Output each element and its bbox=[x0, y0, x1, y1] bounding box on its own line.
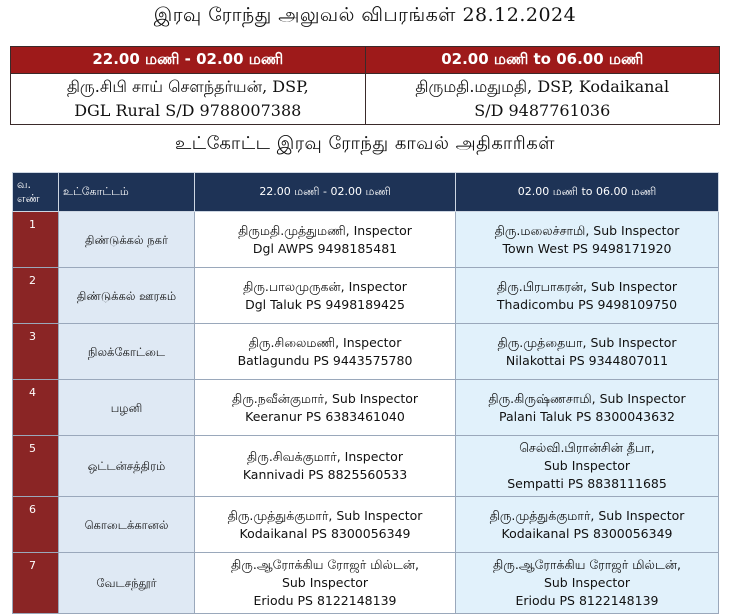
officer-line: Dgl AWPS 9498185481 bbox=[252, 240, 398, 256]
officer-line: திரு.முத்துக்குமார், Sub Inspector bbox=[227, 507, 423, 523]
subdivision-name: திண்டுக்கல் நகர் bbox=[59, 212, 195, 268]
officer-line: திரு.முத்துக்குமார், Sub Inspector bbox=[489, 507, 685, 523]
subdivision-name: கொடைக்கானல் bbox=[59, 497, 195, 553]
officer-line: திரு.ஆரோக்கிய ரோஜர் மில்டன், bbox=[231, 557, 419, 572]
table-row bbox=[13, 380, 719, 436]
officer-line: திரு.முத்தையா, Sub Inspector bbox=[497, 334, 677, 350]
officer-line: Keeranur PS 6383461040 bbox=[245, 408, 405, 424]
shift2-officer bbox=[456, 380, 719, 436]
officer-line: Town West PS 9498171920 bbox=[502, 240, 672, 256]
subdivision-officers-table bbox=[12, 172, 719, 614]
officer-line: Palani Taluk PS 8300043632 bbox=[499, 408, 675, 424]
table-row bbox=[13, 436, 719, 497]
officer-line: Eriodu PS 8122148139 bbox=[253, 593, 397, 608]
shift2-officer bbox=[456, 324, 719, 380]
row-number: 5 bbox=[13, 436, 59, 497]
officer-line: Nilakottai PS 9344807011 bbox=[505, 352, 669, 368]
subdivision-name: வேடசந்தூர் bbox=[59, 553, 195, 614]
table-row bbox=[13, 268, 719, 324]
table-row bbox=[13, 553, 719, 614]
officer-line: திரு.பாலமுருகன், Inspector bbox=[243, 278, 407, 294]
officer-line: செல்வி.பிரான்சின் தீபா, bbox=[519, 440, 655, 455]
row-number: 2 bbox=[13, 268, 59, 324]
officer-line: Sub Inspector bbox=[543, 575, 631, 590]
row-number: 4 bbox=[13, 380, 59, 436]
shift1-header: 22.00 மணி - 02.00 மணி bbox=[11, 47, 366, 74]
shift1-officer bbox=[195, 324, 456, 380]
officer-line: Kodaikanal PS 8300056349 bbox=[239, 525, 411, 541]
table-row bbox=[13, 212, 719, 268]
shift2-header: 02.00 மணி to 06.00 மணி bbox=[365, 47, 720, 74]
officer-line: Sempatti PS 8838111685 bbox=[507, 476, 667, 491]
shift1-officer bbox=[195, 436, 456, 497]
col-header-shift2: 02.00 மணி to 06.00 மணி bbox=[456, 173, 719, 212]
officer-line: திரு.சிவக்குமார், Inspector bbox=[247, 449, 403, 464]
col-header-sno: வ. எண் bbox=[13, 173, 59, 212]
officer-line: Eriodu PS 8122148139 bbox=[515, 593, 659, 608]
officer-line: Thadicombu PS 9498109750 bbox=[496, 296, 678, 312]
table-header-row bbox=[13, 173, 719, 212]
officer-line: திரு.மலைச்சாமி, Sub Inspector bbox=[494, 222, 680, 238]
officer-line: திரு.கிருஷ்ணசாமி, Sub Inspector bbox=[488, 390, 686, 406]
subdivision-name: நிலக்கோட்டை bbox=[59, 324, 195, 380]
subdivision-name: பழனி bbox=[59, 380, 195, 436]
officer-line: திரு.பிரபாகரன், Sub Inspector bbox=[496, 278, 678, 294]
row-number: 6 bbox=[13, 497, 59, 553]
shift1-dsp-line1: திரு.சிபி சாய் சௌந்தர்யன், DSP, bbox=[66, 77, 309, 96]
officer-line: Sub Inspector bbox=[281, 575, 369, 590]
row-number: 1 bbox=[13, 212, 59, 268]
shift1-dsp-line2: DGL Rural S/D 9788007388 bbox=[74, 101, 302, 120]
table-row bbox=[13, 497, 719, 553]
officer-line: Sub Inspector bbox=[543, 458, 631, 473]
shift2-officer bbox=[456, 436, 719, 497]
row-number: 3 bbox=[13, 324, 59, 380]
shift1-officer bbox=[195, 497, 456, 553]
shift1-officer bbox=[195, 553, 456, 614]
shift2-officer bbox=[456, 497, 719, 553]
page-title: இரவு ரோந்து அலுவல் விபரங்கள் 28.12.2024 bbox=[153, 4, 577, 26]
officer-line: திரு.ஆரோக்கிய ரோஜர் மில்டன், bbox=[493, 557, 681, 572]
shift2-officer bbox=[456, 553, 719, 614]
col-header-shift1: 22.00 மணி - 02.00 மணி bbox=[195, 173, 456, 212]
officer-line: Kannivadi PS 8825560533 bbox=[242, 467, 408, 482]
shift1-officer bbox=[195, 380, 456, 436]
officer-line: திரு.நவீன்குமார், Sub Inspector bbox=[231, 390, 419, 406]
subdivision-name: ஒட்டன்சத்திரம் bbox=[59, 436, 195, 497]
officer-line: Dgl Taluk PS 9498189425 bbox=[245, 296, 405, 312]
officer-line: திரு.சிலைமணி, Inspector bbox=[248, 334, 402, 350]
shift2-officer bbox=[456, 268, 719, 324]
shift1-officer bbox=[195, 268, 456, 324]
shift2-dsp-cell bbox=[365, 74, 720, 125]
shift2-officer bbox=[456, 212, 719, 268]
shift1-officer bbox=[195, 212, 456, 268]
subdivision-name: திண்டுக்கல் ஊரகம் bbox=[59, 268, 195, 324]
officer-line: திருமதி.முத்துமணி, Inspector bbox=[238, 222, 412, 238]
row-number: 7 bbox=[13, 553, 59, 614]
officer-line: Kodaikanal PS 8300056349 bbox=[501, 525, 673, 541]
shift2-dsp-line2: S/D 9487761036 bbox=[474, 101, 611, 120]
table-row bbox=[13, 324, 719, 380]
dsp-officers-table bbox=[10, 46, 720, 125]
officer-line: Batlagundu PS 9443575780 bbox=[237, 352, 413, 368]
col-header-subdivision: உட்கோட்டம் bbox=[59, 173, 195, 212]
shift1-dsp-cell bbox=[11, 74, 366, 125]
section-subtitle: உட்கோட்ட இரவு ரோந்து காவல் அதிகாரிகள் bbox=[174, 133, 556, 154]
shift2-dsp-line1: திருமதி.மதுமதி, DSP, Kodaikanal bbox=[415, 77, 670, 96]
